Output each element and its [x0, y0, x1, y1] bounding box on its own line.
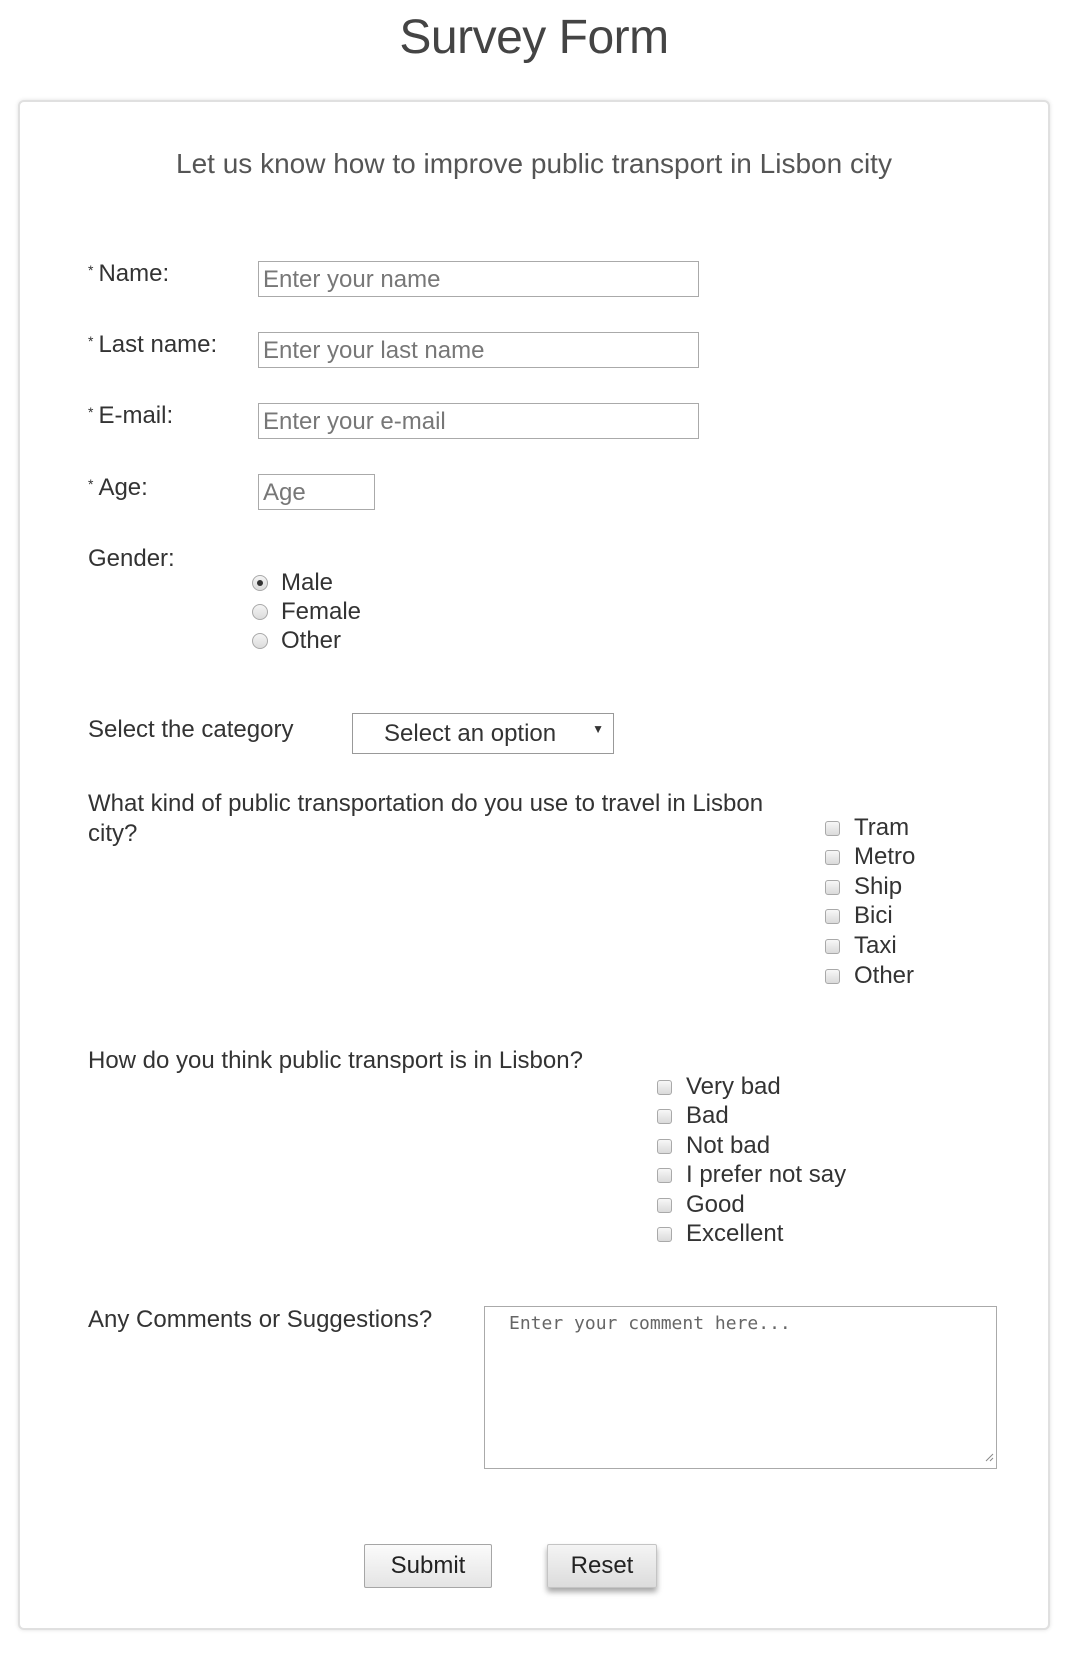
required-mark: * — [88, 333, 94, 349]
transport-checkbox[interactable] — [825, 850, 840, 865]
transport-checkbox[interactable] — [825, 939, 840, 954]
rating-option[interactable] — [657, 1132, 770, 1160]
comments-textarea[interactable] — [484, 1306, 997, 1469]
name-label — [88, 260, 169, 288]
radio-male[interactable] — [252, 575, 268, 591]
transport-option-label: Other — [854, 962, 915, 989]
age-label — [88, 474, 148, 502]
reset-button[interactable]: Reset — [547, 1544, 657, 1588]
dropdown-arrow-icon: ▼ — [592, 722, 604, 736]
transport-option-label: Taxi — [854, 932, 897, 959]
required-mark: * — [88, 476, 94, 492]
rating-checkbox[interactable] — [657, 1227, 672, 1242]
transport-checkbox[interactable] — [825, 821, 840, 836]
rating-checkbox[interactable] — [657, 1139, 672, 1154]
transport-option-label: Ship — [854, 873, 903, 900]
required-mark: * — [88, 404, 94, 420]
rating-option-label: Bad — [686, 1102, 729, 1129]
age-input[interactable] — [258, 474, 375, 510]
rating-option-label: Good — [686, 1191, 745, 1218]
email-input[interactable] — [258, 403, 699, 439]
transport-question: What kind of public transportation do you use to travel in Lisbon city? — [88, 790, 764, 847]
last-name-label-text: Last name: — [98, 331, 218, 358]
resize-grip-icon[interactable] — [984, 1452, 994, 1462]
radio-female[interactable] — [252, 604, 268, 620]
rating-option-label: Very bad — [686, 1073, 781, 1100]
transport-option[interactable] — [825, 873, 902, 901]
transport-option[interactable] — [825, 932, 897, 960]
transport-option[interactable] — [825, 902, 893, 930]
rating-option[interactable] — [657, 1191, 745, 1219]
name-label-text: Name: — [98, 260, 170, 287]
transport-option-label: Tram — [854, 814, 910, 841]
comments-label: Any Comments or Suggestions? — [88, 1306, 433, 1333]
gender-option-label: Other — [281, 627, 342, 654]
rating-checkbox[interactable] — [657, 1198, 672, 1213]
email-label — [88, 402, 173, 430]
gender-option-female[interactable] — [252, 598, 361, 626]
transport-checkbox[interactable] — [825, 880, 840, 895]
name-input[interactable] — [258, 261, 699, 297]
transport-checkbox[interactable] — [825, 969, 840, 984]
category-select-value: Select an option — [384, 719, 557, 747]
rating-checkbox[interactable] — [657, 1109, 672, 1124]
rating-option-label: Excellent — [686, 1220, 784, 1247]
page-title: Survey Form — [399, 11, 669, 64]
gender-option-label: Male — [281, 569, 334, 596]
rating-option[interactable] — [657, 1073, 781, 1101]
gender-option-other[interactable] — [252, 627, 341, 655]
gender-option-male[interactable] — [252, 569, 333, 597]
rating-option-label: Not bad — [686, 1132, 771, 1159]
transport-checkbox[interactable] — [825, 909, 840, 924]
gender-option-label: Female — [281, 598, 362, 625]
category-label: Select the category — [88, 716, 294, 743]
transport-option[interactable] — [825, 814, 909, 842]
transport-option[interactable] — [825, 843, 915, 871]
last-name-input[interactable] — [258, 332, 699, 368]
transport-option[interactable] — [825, 962, 914, 990]
submit-button[interactable]: Submit — [364, 1544, 492, 1588]
rating-option[interactable] — [657, 1102, 729, 1130]
email-label-text: E-mail: — [98, 402, 174, 429]
rating-checkbox[interactable] — [657, 1080, 672, 1095]
radio-other[interactable] — [252, 633, 268, 649]
gender-label: Gender: — [88, 545, 175, 572]
rating-question: How do you think public transport is in Lisbon? — [88, 1047, 583, 1074]
page-subtitle: Let us know how to improve public transport in Lisbon city — [176, 148, 892, 179]
rating-checkbox[interactable] — [657, 1168, 672, 1183]
last-name-label — [88, 331, 217, 359]
rating-option-label: I prefer not say — [686, 1161, 847, 1188]
age-label-text: Age: — [98, 474, 148, 501]
required-mark: * — [88, 262, 94, 278]
rating-option[interactable] — [657, 1161, 846, 1189]
transport-option-label: Metro — [854, 843, 916, 870]
transport-option-label: Bici — [854, 902, 893, 929]
category-select[interactable] — [352, 713, 614, 754]
rating-option[interactable] — [657, 1220, 783, 1248]
